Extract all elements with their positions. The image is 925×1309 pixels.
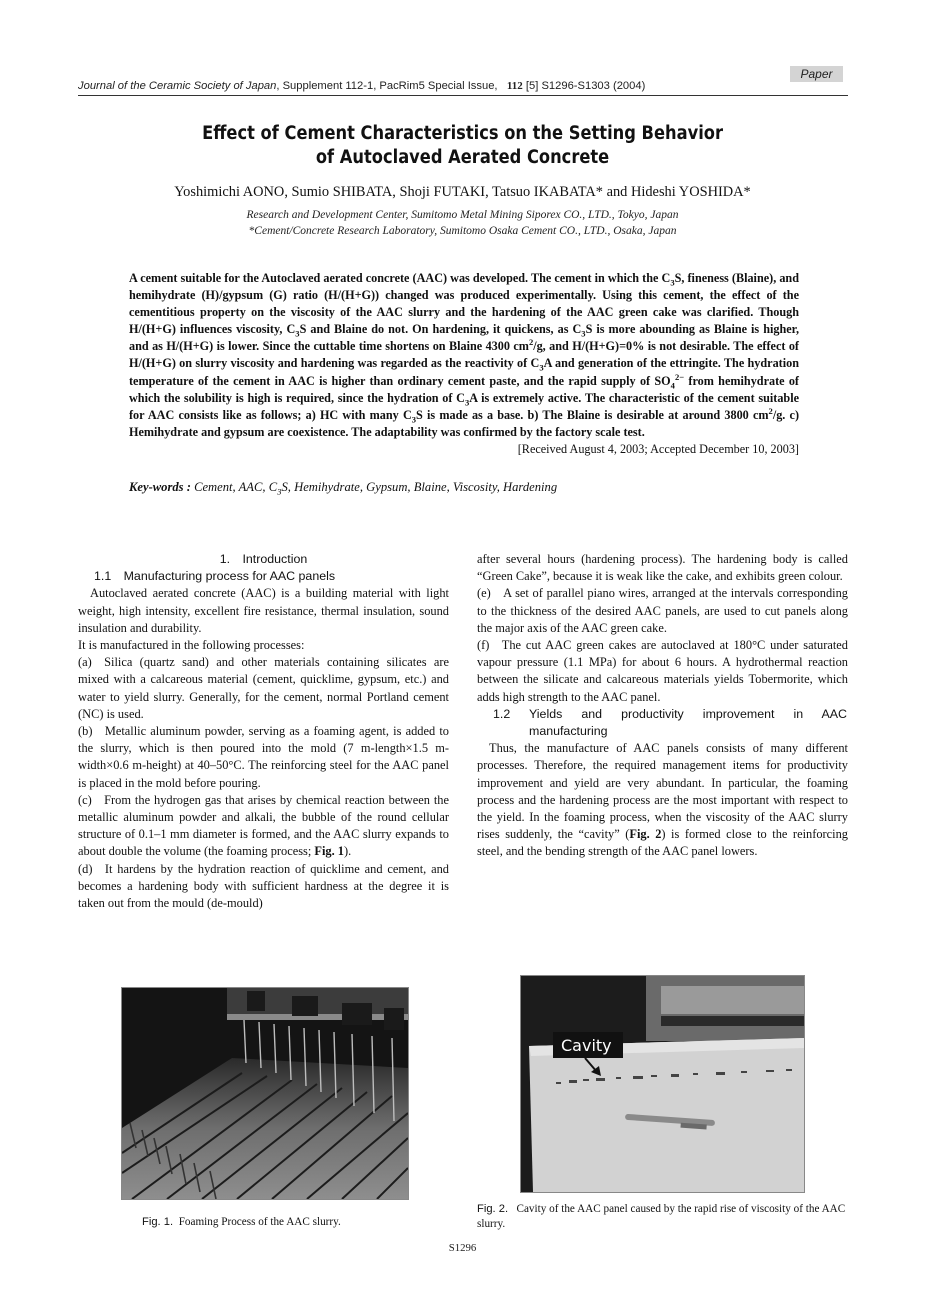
figure-1-caption: [142, 1215, 341, 1230]
subscript: 3: [581, 328, 586, 339]
keywords-list: S, Hemihydrate, Gypsum, Blaine, Viscosity, Hardening: [281, 480, 558, 494]
keywords: [129, 480, 557, 495]
figure-label: Fig. 1.: [142, 1216, 174, 1228]
subscript: 4: [670, 380, 675, 390]
running-header: [78, 80, 645, 92]
abstract-text: A cement suitable for the Autoclaved aerated concrete (AAC) was developed. The cement in which the C: [129, 271, 671, 285]
figure-1-photo: [121, 987, 409, 1200]
list-item: (d) It hardens by the hydration reaction of quicklime and cement, and becomes a hardening body with sufficient hardness at the degree it is taken out from the mould (de-mould): [78, 861, 449, 911]
keywords-list: Cement, AAC, C: [190, 480, 278, 494]
foaming-process-image: [122, 988, 408, 1199]
page-number: S1296: [448, 1242, 477, 1254]
subscript: 3: [277, 486, 282, 497]
figure-reference[interactable]: Fig. 2: [629, 827, 662, 842]
subsection-title: manufacturing: [529, 724, 608, 739]
paragraph-text: Thus, the manufacture of AAC panels consists of many different processes. Therefore, the required management items for productivity improvement and yield are very abundant. In particular, the foaming process and the hardening process are the most important with respect to the yield. In the foaming process, when the viscosity of the AAC slurry rises suddenly, the “cavity” (: [477, 741, 848, 842]
list-item-text: ).: [344, 844, 352, 859]
superscript: 2: [528, 337, 534, 348]
caption-text: Cavity of the AAC panel caused by the rapid rise of viscosity of the AAC slurry.: [477, 1203, 846, 1230]
paragraph: Autoclaved aerated concrete (AAC) is a building material with light weight, high intensity, excellent fire resistance, thermal insulation, sound insulation and durability.: [78, 586, 449, 635]
superscript: 2−: [674, 371, 685, 382]
list-item: (a) Silica (quartz sand) and other materials containing silicates are mixed with a calcareous material (cement, quicklime, gypsum, etc.) and water to yield slurry. Generally, for the cement, normal Portland cement (NC) is used.: [78, 655, 449, 721]
abstract-text: A is extremely active. The characteristic of the cement suitable for AAC consists like as follows; a) HC with many C: [129, 390, 799, 422]
subsection-heading: [477, 706, 848, 740]
list-item: (f) The cut AAC green cakes are autoclaved at 180°C under saturated vapour pressure (1.1 MPa) for about 6 hours. A hydrothermal reaction between the silicate and calcareous materials yields Tobermorite, which adds high strength to the AAC panel.: [477, 638, 848, 704]
abstract-text: S and Blaine do not. On hardening, it quickens, as C: [299, 322, 582, 337]
affiliation-2: *Cement/Concrete Research Laboratory, Sumitomo Osaka Cement CO., LTD., Osaka, Japan: [248, 225, 677, 237]
section-heading: 1. Introduction: [219, 552, 308, 566]
right-column: [477, 551, 848, 861]
list-item: (e) A set of parallel piano wires, arranged at the intervals corresponding to the thickness of the desired AAC panels, are used to cut panels along the major axis of the AAC green cake.: [477, 586, 848, 635]
subscript: 3: [539, 362, 544, 373]
subsection-heading: 1.1 Manufacturing process for AAC panels: [94, 569, 336, 584]
volume-number: 112: [506, 80, 523, 92]
subsection-title: Yields and productivity improvement in AAC: [529, 706, 847, 721]
supplement-info: , Supplement 112-1, PacRim5 Special Issue,: [276, 80, 498, 92]
abstract-text: S, fineness (Blaine), and hemihydrate (H)/gypsum (G) ratio (H/(H+G)) changed was produced experimentally. Using this cement, the effect of the cementitious property on the viscosity of the AAC slurry and the hardening of the AAC green cake was clarified. Though H/(H+G) influences viscosity, C: [129, 271, 799, 337]
caption-text: Foaming Process of the AAC slurry.: [178, 1216, 341, 1228]
abstract-text: S is more abounding as Blaine is higher, and as H/(H+G) is lower. Since the cuttable time shortens on Blaine 4300 cm: [129, 322, 799, 354]
paragraph-text: ) is formed close to the reinforcing steel, and the bending strength of the AAC panel lowers.: [477, 827, 848, 859]
cavity-annotation-label: Cavity: [561, 1036, 612, 1055]
subscript: 3: [411, 414, 417, 425]
journal-name: Journal of the Ceramic Society of Japan: [78, 80, 277, 92]
superscript: 2: [768, 405, 773, 416]
list-item-text: (c) From the hydrogen gas that arises by chemical reaction between the metallic aluminum powder and alkali, the bubble of the round cellular structure of 0.1–1 mm diameter is formed, and the AAC slurry expands to about double the volume (the foaming process;: [78, 792, 449, 859]
figure-2-photo: [520, 975, 805, 1193]
abstract-text: /g, and H/(H+G)=0% is not desirable. The effect of H/(H+G) on slurry viscosity and hardening was regarded as the reactivity of C: [129, 339, 799, 371]
abstract-text: A and generation of the ettringite. The hydration temperature of the cement in AAC is higher than ordinary cement paste, and the rapid supply of SO: [129, 356, 799, 388]
paragraph: [477, 740, 848, 860]
paragraph: It is manufactured in the following processes:: [78, 638, 305, 653]
subsection-number: 1.2: [493, 706, 511, 721]
subscript: 3: [464, 397, 470, 408]
title-line-2: of Autoclaved Aerated Concrete: [315, 147, 610, 168]
figure-reference[interactable]: Fig. 1: [314, 844, 345, 859]
issue-number: [5]: [525, 80, 539, 92]
list-item: (b) Metallic aluminum powder, serving as a foaming agent, is added to the slurry, which is then poured into the mold (7 m-length×1.5 m-width×0.6 m-height) at 40–50°C. The reinforcing steel for the AAC panel is placed in the mold before pouring.: [78, 724, 449, 790]
abstract-text: from hemihydrate of which the solubility is high is required, since the hydration of C: [129, 373, 799, 405]
list-item: [78, 792, 449, 861]
figure-label: Fig. 2.: [477, 1203, 509, 1215]
cavity-panel-image: [521, 976, 804, 1192]
page-range: S1296-S1303 (2004): [541, 80, 646, 92]
abstract: [129, 270, 799, 458]
left-column: [78, 551, 449, 912]
keywords-label: Key-words :: [129, 480, 191, 494]
title-line-1: Effect of Cement Characteristics on the Setting Behavior: [202, 123, 723, 144]
abstract-text: /g. c) Hemihydrate and gypsum are coexistence. The adaptability was confirmed by the factory scale test.: [129, 407, 800, 439]
header-rule: [78, 95, 848, 96]
subscript: 3: [295, 328, 300, 339]
paragraph: after several hours (hardening process). The hardening body is called “Green Cake”, because it is weak like the cake, and exhibits green colour.: [477, 552, 848, 584]
author-list: Yoshimichi AONO, Sumio SHIBATA, Shoji FUTAKI, Tatsuo IKABATA* and Hideshi YOSHIDA*: [174, 184, 751, 200]
subscript: 3: [670, 277, 675, 288]
article-type-badge: Paper: [790, 66, 843, 82]
affiliation-1: Research and Development Center, Sumitomo Metal Mining Siporex CO., LTD., Tokyo, Japan: [246, 209, 679, 221]
figure-2-caption: [477, 1202, 849, 1232]
received-dates: [Received August 4, 2003; Accepted December 10, 2003]: [517, 441, 799, 456]
abstract-text: S is made as a base. b) The Blaine is desirable at around 3800 cm: [416, 407, 769, 422]
paper-title: [56, 122, 870, 170]
